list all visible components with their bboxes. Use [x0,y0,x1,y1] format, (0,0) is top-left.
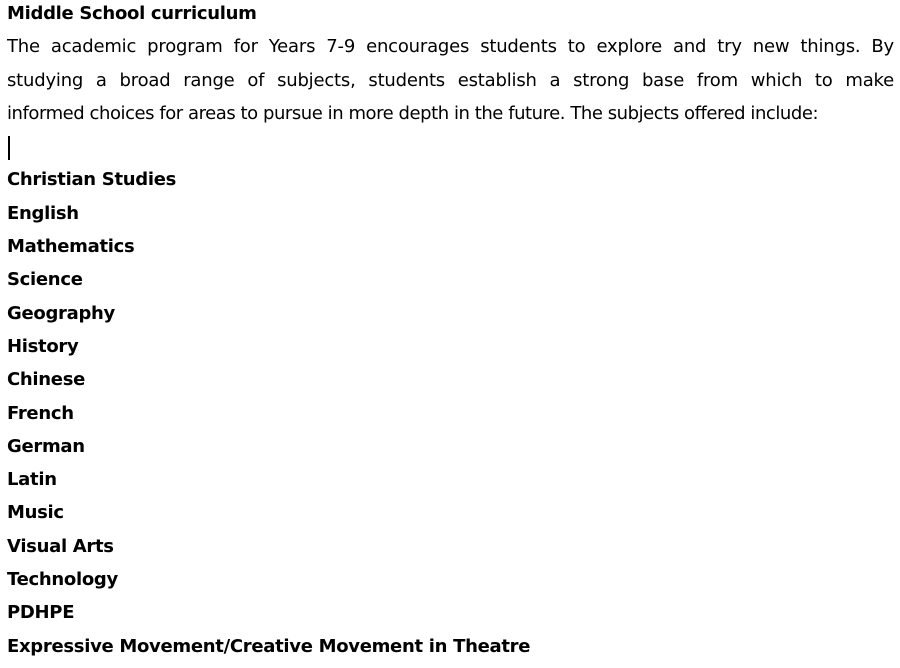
subject-list [7,166,894,665]
empty-line[interactable] [7,133,894,166]
subject-item: History [7,335,79,357]
subject-item: English [7,202,79,224]
subject-item: Latin [7,469,57,491]
subject-item: Christian Studies [7,169,177,191]
subject-item: German [7,435,85,457]
text-cursor [8,136,10,160]
subject-item: Technology [7,569,118,591]
subject-item: Expressive Movement/Creative Movement in Theatre [7,635,531,657]
paragraph-line: studying a broad range of subjects, students establish a strong base from which to make [7,69,894,91]
subject-item: Music [7,502,64,524]
paragraph-line: informed choices for areas to pursue in more depth in the future. The subjects offered include: [7,102,819,124]
document-heading: Middle School curriculum [7,3,257,24]
subject-item: Geography [7,302,115,324]
subject-item: Chinese [7,369,86,391]
subject-item: Visual Arts [7,535,114,557]
subject-item: Mathematics [7,236,135,258]
intro-paragraph [7,33,894,133]
subject-item: French [7,402,74,424]
subject-item: Science [7,269,83,291]
document-page[interactable] [7,0,894,666]
subject-item: PDHPE [7,602,75,624]
paragraph-line: The academic program for Years 7-9 encourages students to explore and try new things. By [7,36,894,58]
